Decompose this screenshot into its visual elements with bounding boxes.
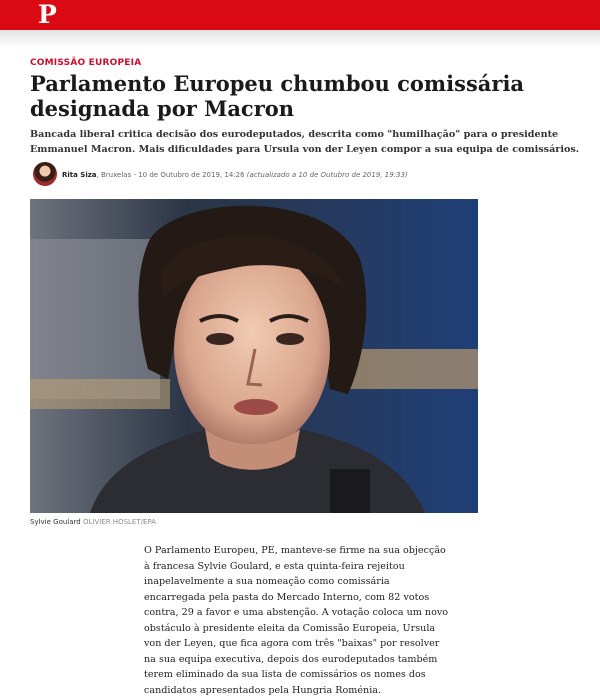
portrait-illustration	[30, 199, 478, 513]
byline-location: , Bruxelas	[96, 171, 132, 179]
photo-caption	[30, 518, 156, 526]
site-logo[interactable]: P	[38, 0, 57, 29]
article-body-paragraph: O Parlamento Europeu, PE, manteve-se firme na sua objecção à francesa Sylvie Goulard, e esta quinta-feira rejeitou inapelavelmente a sua nomeação como comissária encarregada pela pasta do Mercado Interno, com 82 votos contra, 29 a favor e uma abstenção. A votação coloca um novo obstáculo à presidente eleita da Comissão Europeia, Ursula von der Leyen, que fica agora com três "baixas" por resolver na sua equipa executiva, depois dos eurodeputados também terem eliminado da sua lista de comissários os nomes dos candidatos apresentados pela Hungria Roménia.	[144, 545, 449, 696]
author-name[interactable]: Rita Siza	[62, 171, 97, 179]
byline	[30, 160, 590, 190]
article-standfirst: Bancada liberal critica decisão dos eurodeputados, descrita como "humilhação" para o presidente Emmanuel Macron. Mais dificuldades para Ursula von der Leyen compor a sua equipa de comissários.	[30, 129, 580, 155]
byline-date: - 10 de Outubro de 2019, 14:26	[131, 171, 245, 179]
section-link[interactable]: COMISSÃO EUROPEIA	[30, 58, 142, 68]
photo-credit: OLIVIER HOSLET/EPA	[82, 518, 156, 526]
header-shadow	[0, 30, 600, 48]
author-avatar[interactable]	[33, 162, 57, 186]
site-header	[0, 0, 600, 30]
caption-text: Sylvie Goulard	[30, 518, 81, 526]
byline-text	[62, 171, 408, 179]
article-title: Parlamento Europeu chumbou comissária designada por Macron	[30, 71, 525, 121]
article-photo[interactable]	[30, 199, 478, 513]
byline-updated: (actualizado a 10 de Outubro de 2019, 19:33)	[246, 171, 408, 179]
